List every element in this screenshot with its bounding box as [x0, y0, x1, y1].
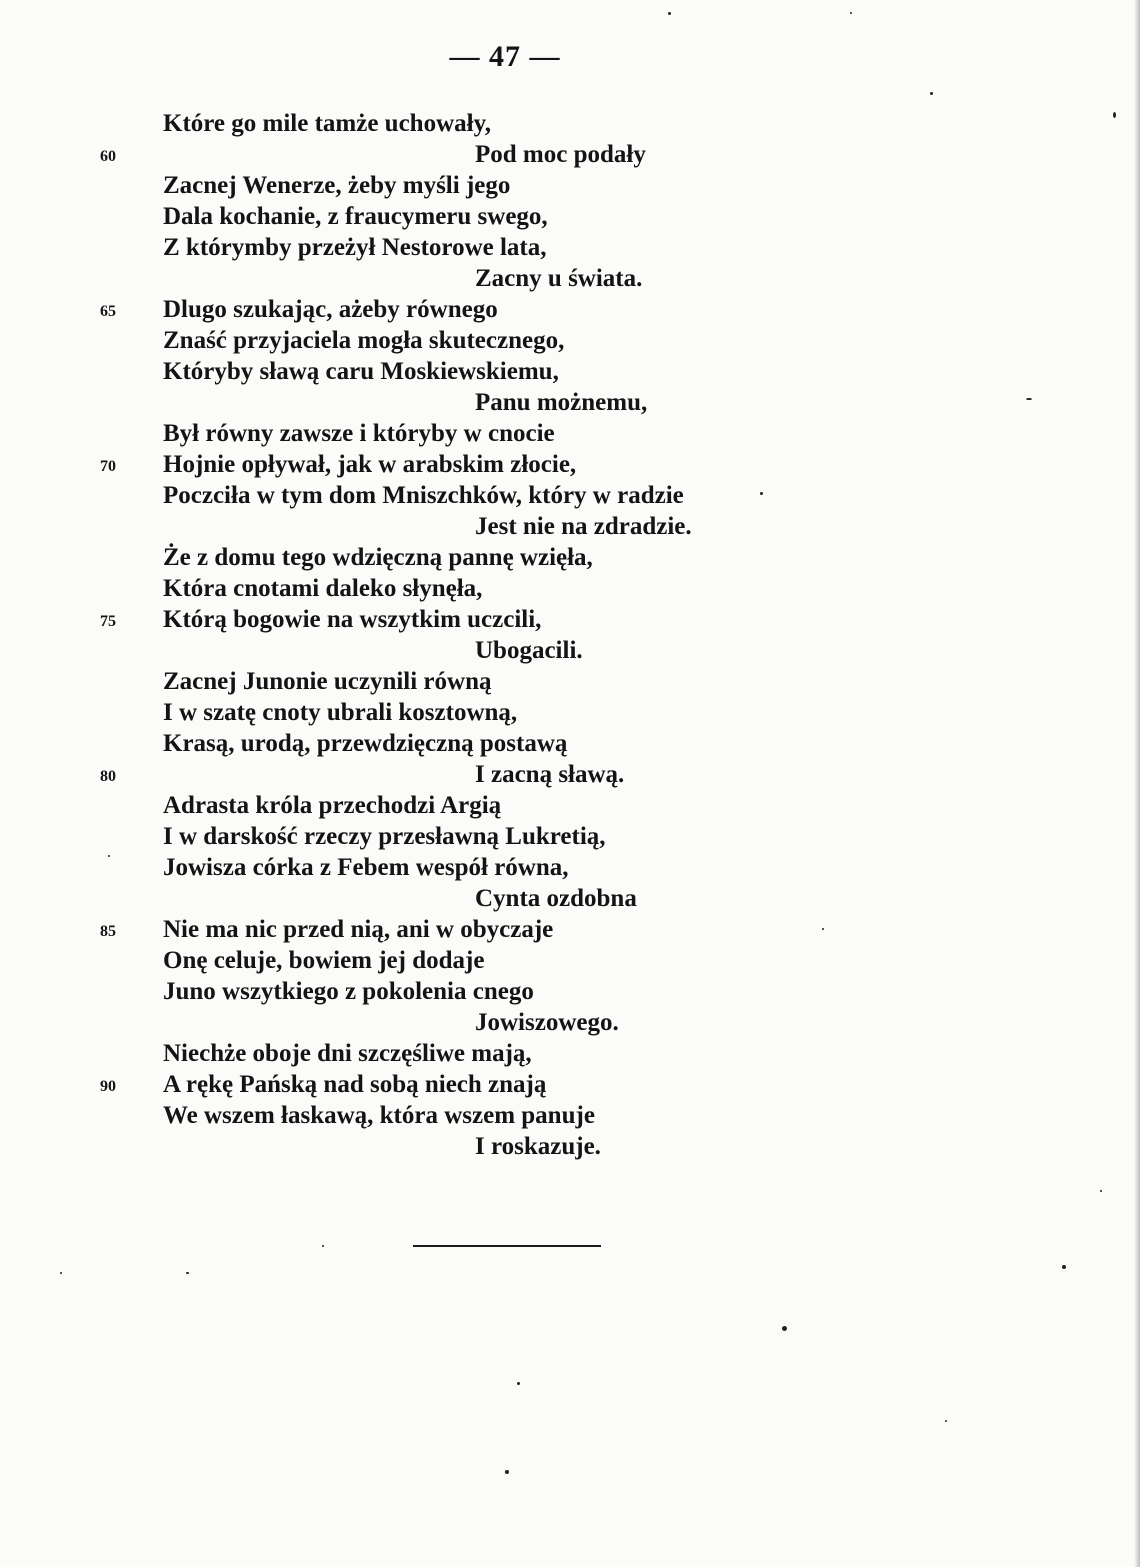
line-number: 90 [100, 1078, 116, 1095]
poem-line-text: Która cnotami daleko słynęła, [163, 575, 483, 602]
poem-line-text: Jest nie na zdradzie. [475, 513, 692, 540]
poem-line-text: Adrasta króla przechodzi Argią [163, 792, 502, 819]
poem-line-text: Z którymby przeżył Nestorowe lata, [163, 234, 547, 261]
scan-speck [1113, 112, 1116, 118]
poem-line [0, 232, 1100, 263]
poem-line [0, 1100, 1100, 1131]
poem-line [0, 759, 1100, 790]
scan-speck [1100, 1190, 1102, 1192]
poem-line [0, 914, 1100, 945]
poem-line-text: A rękę Pańską nad sobą niech znają [163, 1071, 547, 1098]
scan-speck [668, 12, 671, 15]
poem-line [0, 480, 1100, 511]
poem-line-text: Jowiszowego. [475, 1009, 619, 1036]
line-number: 65 [100, 303, 116, 320]
poem-line [0, 263, 1100, 294]
line-number: 80 [100, 768, 116, 785]
poem-line-text: Że z domu tego wdzięczną pannę wzięła, [163, 544, 593, 571]
poem-line-text: Poczciła w tym dom Mniszchków, który w radzie [163, 482, 684, 509]
scan-speck [945, 1420, 947, 1422]
poem-line [0, 604, 1100, 635]
poem-line [0, 325, 1100, 356]
poem-line [0, 790, 1100, 821]
poem-line [0, 635, 1100, 666]
poem-line-text: Zacnej Junonie uczynili równą [163, 668, 492, 695]
poem-line-text: Krasą, urodą, przewdzięczną postawą [163, 730, 568, 757]
line-number: 85 [100, 923, 116, 940]
scan-speck [1026, 398, 1032, 400]
poem-line-text: Które go mile tamże uchowały, [163, 110, 491, 137]
poem-line-text: I zacną sławą. [475, 761, 625, 788]
poem-line [0, 1007, 1100, 1038]
poem-line [0, 542, 1100, 573]
scan-speck [505, 1470, 509, 1474]
poem-line [0, 294, 1100, 325]
poem-line-text: Znaść przyjaciela mogła skutecznego, [163, 327, 565, 354]
poem-line [0, 418, 1100, 449]
poem-line [0, 1131, 1100, 1162]
scan-speck [186, 1272, 189, 1274]
poem-line [0, 1069, 1100, 1100]
scan-speck [60, 1272, 62, 1274]
line-number: 60 [100, 148, 116, 165]
poem-line-text: We wszem łaskawą, która wszem panuje [163, 1102, 595, 1129]
poem-line-text: Pod moc podały [475, 141, 646, 168]
scan-speck [782, 1326, 787, 1331]
poem-line [0, 976, 1100, 1007]
poem-line-text: Ubogacili. [475, 637, 583, 664]
section-divider [413, 1245, 601, 1247]
scan-speck [930, 92, 933, 95]
poem-line [0, 139, 1100, 170]
scan-speck [822, 928, 824, 930]
scan-speck [322, 1245, 324, 1247]
scan-speck [1062, 1265, 1066, 1269]
scan-speck [517, 1382, 520, 1385]
scan-speck [108, 855, 110, 857]
scan-speck [760, 492, 763, 495]
poem-line-text: Hojnie opływał, jak w arabskim złocie, [163, 451, 577, 478]
poem-line-text: I w darskość rzeczy przesławną Lukretią, [163, 823, 606, 850]
poem-line-text: Onę celuje, bowiem jej dodaje [163, 947, 485, 974]
poem-line [0, 356, 1100, 387]
poem-line-text: Dala kochanie, z fraucymeru swego, [163, 203, 548, 230]
poem-line-text: Niechże oboje dni szczęśliwe mają, [163, 1040, 532, 1067]
poem-line-text: Cynta ozdobna [475, 885, 637, 912]
poem-line [0, 573, 1100, 604]
poem-line-text: Dlugo szukając, ażeby równego [163, 296, 498, 323]
poem-line-text: Któryby sławą caru Moskiewskiemu, [163, 358, 559, 385]
poem-line [0, 511, 1100, 542]
poem-line [0, 387, 1100, 418]
poem-line-text: Nie ma nic przed nią, ani w obyczaje [163, 916, 554, 943]
poem-line-text: Był równy zawsze i któryby w cnocie [163, 420, 555, 447]
poem-line [0, 170, 1100, 201]
poem-line [0, 945, 1100, 976]
poem-line-text: Zacnej Wenerze, żeby myśli jego [163, 172, 511, 199]
poem-line [0, 201, 1100, 232]
poem-line [0, 883, 1100, 914]
poem-line [0, 108, 1100, 139]
poem-line-text: Zacny u świata. [475, 265, 643, 292]
poem-line [0, 449, 1100, 480]
page-edge-shadow [1134, 0, 1140, 1567]
poem-line [0, 697, 1100, 728]
scan-speck [850, 12, 852, 14]
line-number: 70 [100, 458, 116, 475]
page-number: — 47 — [449, 40, 561, 73]
poem-line-text: I roskazuje. [475, 1133, 601, 1160]
poem-line [0, 1038, 1100, 1069]
poem-line-text: Którą bogowie na wszytkim uczcili, [163, 606, 542, 633]
poem-line-text: I w szatę cnoty ubrali kosztowną, [163, 699, 518, 726]
poem-line [0, 666, 1100, 697]
poem-line [0, 852, 1100, 883]
poem-line-text: Panu możnemu, [475, 389, 648, 416]
line-number: 75 [100, 613, 116, 630]
poem-body [0, 108, 1100, 1162]
poem-line [0, 821, 1100, 852]
poem-line [0, 728, 1100, 759]
poem-line-text: Juno wszytkiego z pokolenia cnego [163, 978, 534, 1005]
poem-line-text: Jowisza córka z Febem wespół równa, [163, 854, 569, 881]
